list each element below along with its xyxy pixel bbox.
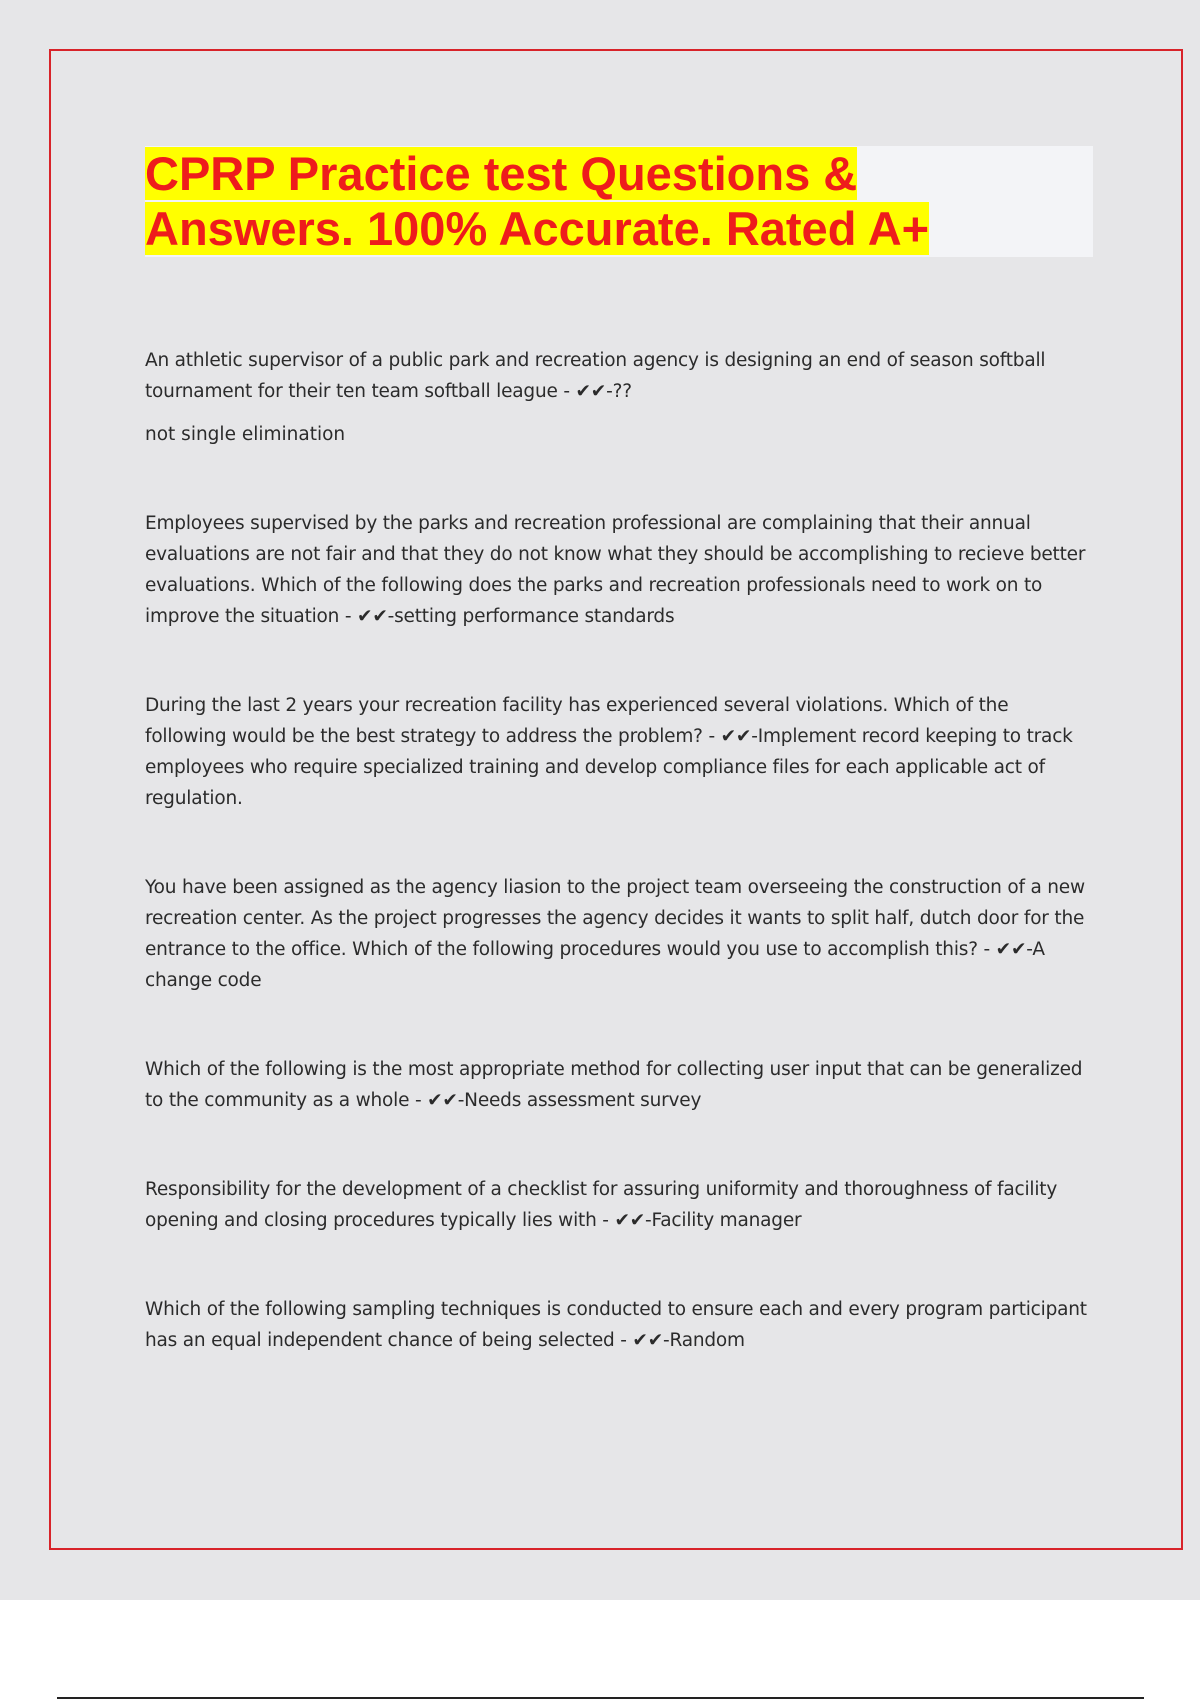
question-text: You have been assigned as the agency liasion to the project team overseeing the construction of a new recreation center. As the project progresses the agency decides it wants to split half, dutch door for the entrance to the office. Which of the following procedures would you use to accomplish this? - ✔✔-A change code xyxy=(145,877,1085,991)
qa-item-5 xyxy=(145,1054,1095,1116)
qa-item-1 xyxy=(145,345,1095,450)
question-text: Employees supervised by the parks and recreation professional are complaining that their annual evaluations are not fair and that they do not know what they should be accomplishing to recieve better evaluations. Which of the following does the parks and recreation professionals need to work on to improve the situation - ✔✔-setting performance standards xyxy=(145,513,1086,627)
question-text: Which of the following sampling techniques is conducted to ensure each and every program participant has an equal independent chance of being selected - ✔✔-Random xyxy=(145,1299,1087,1351)
qa-item-2 xyxy=(145,508,1095,632)
question-text: During the last 2 years your recreation facility has experienced several violations. Which of the following would be the best strategy to address the problem? - ✔✔-Implement record keeping to track employees who require specialized training and develop compliance files for each applicable act of regulation. xyxy=(145,695,1073,809)
qa-item-6 xyxy=(145,1174,1095,1236)
answer-text: not single elimination xyxy=(145,424,346,445)
qa-item-7 xyxy=(145,1294,1095,1356)
question-text: An athletic supervisor of a public park and recreation agency is designing an end of season softball tournament for their ten team softball league - ✔✔-?? xyxy=(145,350,1046,402)
qa-item-4 xyxy=(145,872,1095,996)
qa-item-3 xyxy=(145,690,1095,814)
question-text: Which of the following is the most appropriate method for collecting user input that can be generalized to the community as a whole - ✔✔-Needs assessment survey xyxy=(145,1059,1083,1111)
document-title xyxy=(145,146,1093,256)
title-line-1: CPRP Practice test Questions & xyxy=(145,147,858,200)
question-text: Responsibility for the development of a checklist for assuring uniformity and thoroughness of facility opening and closing procedures typically lies with - ✔✔-Facility manager xyxy=(145,1179,1058,1231)
title-block xyxy=(145,146,1093,257)
title-line-2: Answers. 100% Accurate. Rated A+ xyxy=(145,202,930,255)
footer-divider xyxy=(57,1697,1144,1699)
qa-list xyxy=(145,345,1095,1416)
